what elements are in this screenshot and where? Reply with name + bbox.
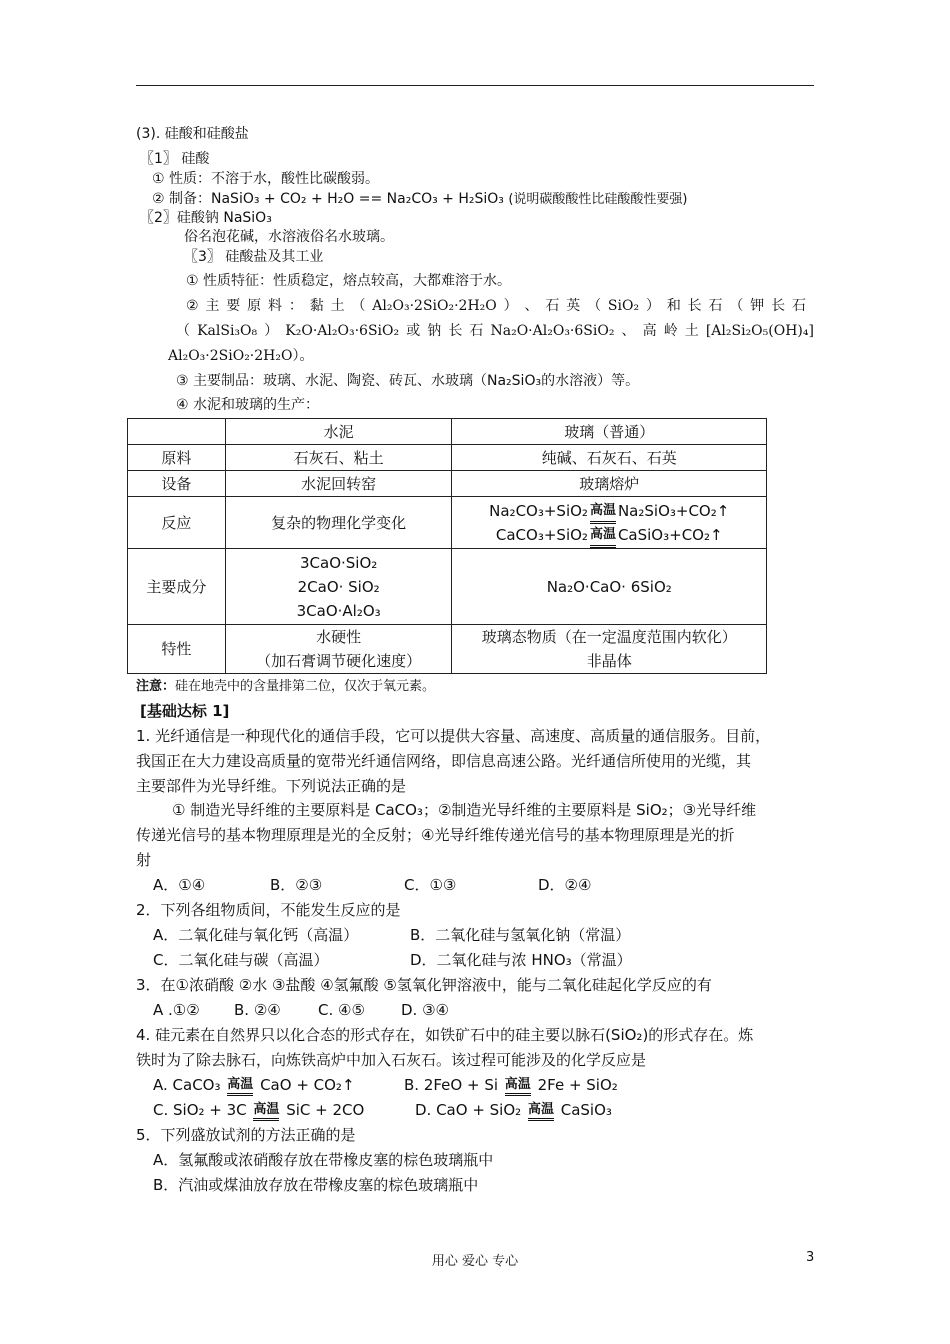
raw-material-token: 岭	[663, 323, 678, 339]
glass-reaction-2	[456, 523, 762, 547]
q1-option-d: D．②④	[538, 876, 592, 894]
table-corner-cell	[128, 419, 226, 445]
high-temp-condition: 高温	[588, 501, 618, 522]
raw-materials-line-2	[176, 323, 814, 341]
raw-material-token: 长	[687, 298, 702, 314]
raw-material-token: 石	[469, 323, 484, 339]
high-temp-condition: 高温	[504, 1077, 531, 1092]
raw-material-token: 钾	[750, 298, 765, 314]
q1-option-a: A．①④	[153, 876, 206, 894]
raw-material-token: 石	[791, 298, 806, 314]
preparation-equation: ② 制备：NaSiO₃ + CO₂ + H₂O == Na₂CO₃ + H₂SiO₃	[152, 191, 504, 207]
header-rule	[136, 85, 814, 86]
q1-option-c: C．①③	[404, 876, 457, 894]
row-label: 反应	[128, 497, 226, 549]
raw-material-token: 料	[268, 298, 282, 314]
raw-material-token: 英	[566, 298, 581, 314]
cell-cement-property	[225, 625, 452, 674]
q2-option-a: A．二氧化硅与氧化钙（高温）	[153, 926, 359, 944]
raw-material-token: ②	[186, 298, 199, 314]
high-temp-condition: 高温	[588, 525, 618, 546]
raw-material-token: 高	[642, 323, 657, 339]
cell-glass-composition: Na₂O·CaO· 6SiO₂	[452, 549, 767, 625]
raw-material-token: 或	[406, 323, 421, 339]
option-rhs: 2Fe + SiO₂	[537, 1076, 618, 1094]
high-temp-condition: 高温	[227, 1077, 254, 1092]
main-products: ③ 主要制品：玻璃、水泥、陶瓷、砖瓦、水玻璃（Na₂SiO₃的水溶液）等。	[176, 373, 640, 389]
raw-material-token: 要	[226, 298, 241, 314]
option-rhs: SiC + 2CO	[286, 1101, 365, 1119]
cell-glass-property	[452, 625, 767, 674]
table-row-property	[128, 625, 767, 674]
raw-material-token: SiO₂	[607, 298, 640, 314]
raw-material-token: 土	[330, 298, 345, 314]
raw-materials-line-1	[186, 298, 806, 316]
raw-material-token: 钠	[427, 323, 442, 339]
q4-line: 铁时为了除去脉石，向炼铁高炉中加入石灰石。该过程可能涉及的化学反应是	[136, 1051, 647, 1069]
table-header-cement: 水泥	[225, 419, 452, 445]
raw-material-token: Al₂O₃·2SiO₂·2H₂O	[372, 298, 497, 314]
reaction-rhs: Na₂SiO₃+CO₂↑	[617, 501, 730, 520]
glass-reaction-1	[456, 499, 762, 523]
q3-option-b: B. ②④	[234, 1001, 281, 1019]
page-number: 3	[806, 1250, 815, 1265]
table-header-row	[128, 419, 767, 445]
q1-line: 1. 光纤通信是一种现代化的通信手段，它可以提供大容量、高速度、高质量的通信服务。目前，	[136, 727, 771, 745]
composition-item: 3CaO·SiO₂	[299, 553, 378, 572]
q2-option-c: C．二氧化硅与碳（高温）	[153, 951, 329, 969]
high-temp-condition: 高温	[253, 1102, 280, 1117]
raw-material-token: 长	[448, 323, 463, 339]
raw-material-token: 、	[524, 298, 539, 314]
subsection-1-title: 〖1〗 硅酸	[140, 151, 210, 167]
raw-material-token: （	[351, 298, 366, 314]
raw-material-token: KalSi₃O₈	[197, 323, 258, 339]
cell-cement-composition	[225, 549, 452, 625]
row-label: 设备	[128, 471, 226, 497]
cell-cement-reaction: 复杂的物理化学变化	[225, 497, 452, 549]
raw-material-token: 土	[684, 323, 699, 339]
section-title: (3). 硅酸和硅酸盐	[136, 126, 249, 142]
q4-line: 4. 硅元素在自然界只以化合态的形式存在，如铁矿石中的硅主要以脉石(SiO₂)的形式存在。炼	[136, 1026, 754, 1044]
q5-stem: 5．下列盛放试剂的方法正确的是	[136, 1126, 356, 1144]
cell-cement: 水泥回转窑	[225, 471, 452, 497]
preparation-note: (说明碳酸酸性比硅酸酸性要强)	[508, 192, 688, 207]
q3-option-c: C. ④⑤	[318, 1001, 365, 1019]
option-rhs: CaSiO₃	[560, 1101, 612, 1119]
option-lhs: B. 2FeO + Si	[404, 1076, 499, 1094]
property-line: 水硬性	[316, 628, 362, 646]
q3-option-a: A .①②	[153, 1001, 200, 1019]
q4-option-d	[415, 1101, 612, 1120]
raw-material-token: ）	[645, 298, 660, 314]
raw-material-token: 长	[771, 298, 786, 314]
q4-option-a	[153, 1076, 355, 1095]
q1-line: ① 制造光导纤维的主要原料是 CaCO₃；②制造光导纤维的主要原料是 SiO₂；③光导纤维	[172, 801, 757, 819]
exercise-title: [基础达标 1]	[140, 702, 230, 720]
composition-item: 3CaO·Al₂O₃	[296, 601, 381, 620]
q1-line: 射	[136, 851, 152, 869]
property-line: （加石膏调节硬化速度）	[256, 652, 422, 670]
raw-material-token: Na₂O·Al₂O₃·6SiO₂	[490, 323, 615, 339]
high-temp-condition: 高温	[527, 1102, 554, 1117]
q1-line: 传递光信号的基本物理原理是光的全反射；④光导纤维传递光信号的基本物理原理是光的折	[136, 826, 735, 844]
reaction-lhs: Na₂CO₃+SiO₂	[489, 501, 588, 520]
reaction-rhs: CaSiO₃+CO₂↑	[617, 525, 723, 544]
raw-material-token: 石	[708, 298, 723, 314]
footer-motto: 用心 爱心 专心	[431, 1254, 519, 1269]
raw-material-token: 原	[247, 298, 262, 314]
raw-material-token: 石	[545, 298, 560, 314]
row-label: 原料	[128, 445, 226, 471]
subsection-2-title: 〖2〗硅酸钠 NaSiO₃	[140, 210, 272, 226]
property-line: 非晶体	[586, 652, 632, 670]
q4-option-b	[404, 1076, 618, 1095]
q1-option-b: B．②③	[270, 876, 323, 894]
raw-material-token: ）	[503, 298, 518, 314]
raw-material-token: ）	[264, 323, 279, 339]
table-row	[128, 471, 767, 497]
production-table	[127, 418, 767, 674]
row-label: 主要成分	[128, 549, 226, 625]
q3-stem: 3．在①浓硝酸 ②水 ③盐酸 ④氢氟酸 ⑤氢氧化钾溶液中，能与二氧化硅起化学反应的有	[136, 976, 712, 994]
q2-option-d: D．二氧化硅与浓 HNO₃（常温）	[410, 951, 632, 969]
raw-material-token: （	[176, 323, 190, 339]
table-row-composition	[128, 549, 767, 625]
cell-glass: 纯碱、石灰石、石英	[452, 445, 767, 471]
note-text: 硅在地壳中的含量排第二位，仅次于氧元素。	[175, 679, 436, 694]
q3-option-d: D. ③④	[401, 1001, 449, 1019]
raw-material-token: 主	[205, 298, 220, 314]
note	[136, 679, 435, 695]
q2-option-b: B．二氧化硅与氢氧化钠（常温）	[410, 926, 631, 944]
raw-material-token: [Al₂Si₂O₅(OH)₄]	[705, 323, 814, 339]
sodium-silicate-text: 俗名泡花碱，水溶液俗名水玻璃。	[184, 229, 394, 245]
composition-item: 2CaO· SiO₂	[297, 577, 380, 596]
production-heading: ④ 水泥和玻璃的生产：	[176, 397, 320, 413]
silicic-acid-preparation	[152, 191, 688, 209]
q1-line: 我国正在大力建设高质量的宽带光纤通信网络，即信息高速公路。光纤通信所使用的光缆，其	[136, 752, 752, 770]
table-row-reaction	[128, 497, 767, 549]
q5-option-b: B．汽油或煤油放存放在带橡皮塞的棕色玻璃瓶中	[153, 1176, 479, 1194]
property-line: 玻璃态物质（在一定温度范围内软化）	[481, 628, 737, 646]
raw-material-token: 和	[666, 298, 681, 314]
q5-option-a: A．氢氟酸或浓硝酸存放在带橡皮塞的棕色玻璃瓶中	[153, 1151, 494, 1169]
raw-material-token: ：	[288, 298, 303, 314]
raw-material-token: K₂O·Al₂O₃·6SiO₂	[285, 323, 400, 339]
raw-material-token: （	[587, 298, 602, 314]
raw-material-token: 、	[621, 323, 636, 339]
q4-option-c	[153, 1101, 364, 1120]
option-lhs: D. CaO + SiO₂	[415, 1101, 522, 1119]
option-lhs: A. CaCO₃	[153, 1076, 221, 1094]
silicate-property: ① 性质特征：性质稳定，熔点较高，大都难溶于水。	[186, 273, 511, 289]
raw-material-token: 黏	[309, 298, 324, 314]
cell-glass-reaction	[452, 497, 767, 549]
q1-line: 主要部件为光导纤维。下列说法正确的是	[136, 777, 407, 795]
raw-materials-line-3: Al₂O₃·2SiO₂·2H₂O）。	[168, 348, 314, 364]
table-row	[128, 445, 767, 471]
note-label: 注意：	[136, 679, 176, 694]
silicic-acid-property: ① 性质：不溶于水，酸性比碳酸弱。	[152, 171, 380, 187]
raw-material-token: （	[729, 298, 744, 314]
reaction-lhs: CaCO₃+SiO₂	[495, 525, 588, 544]
option-rhs: CaO + CO₂↑	[260, 1076, 355, 1094]
row-label: 特性	[128, 625, 226, 674]
option-lhs: C. SiO₂ + 3C	[153, 1101, 247, 1119]
subsection-3-title: 〖3〗 硅酸盐及其工业	[184, 249, 324, 265]
table-header-glass: 玻璃（普通）	[452, 419, 767, 445]
q2-stem: 2．下列各组物质间，不能发生反应的是	[136, 901, 401, 919]
cell-glass: 玻璃熔炉	[452, 471, 767, 497]
cell-cement: 石灰石、粘土	[225, 445, 452, 471]
